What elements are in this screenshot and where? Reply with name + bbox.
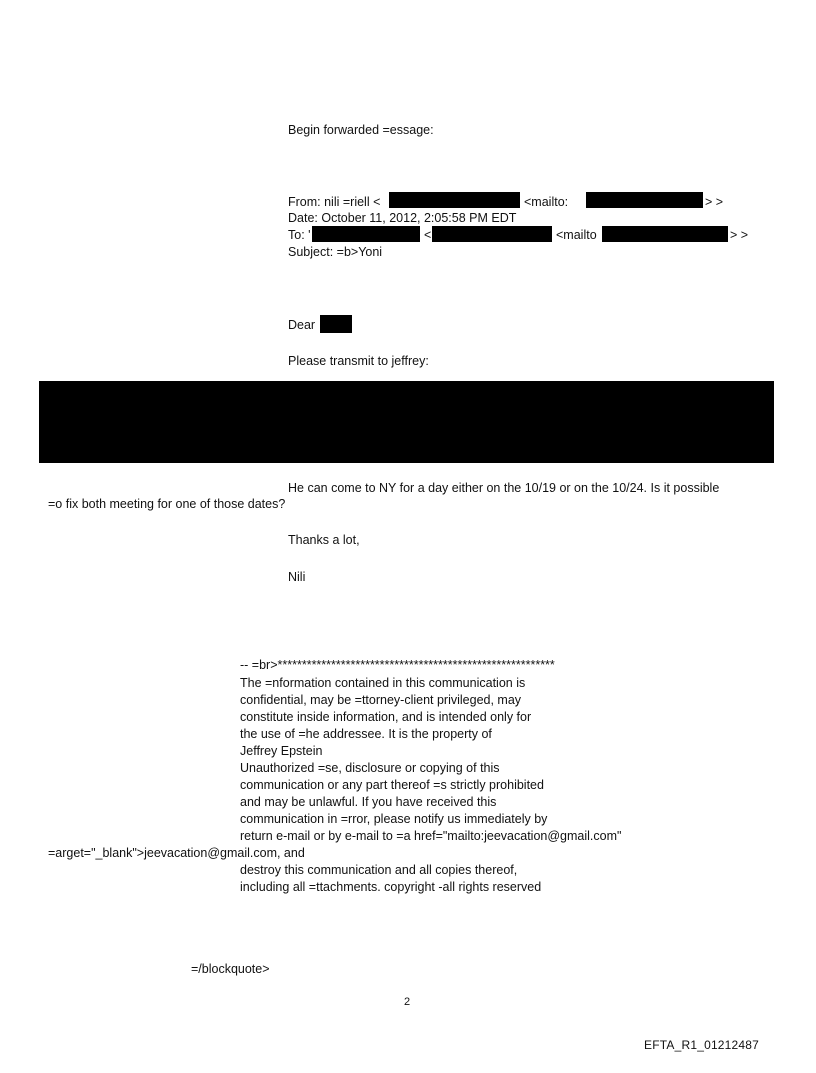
redaction-greeting-name: [320, 315, 352, 333]
disclaimer-line: communication in =rror, please notify us immediately by: [240, 812, 548, 826]
from-line-suffix: > >: [705, 195, 724, 209]
subject-line: Subject: =b>Yoni: [288, 245, 383, 259]
date-line: Date: October 11, 2012, 2:05:58 PM EDT: [288, 211, 517, 225]
disclaimer-target-line: =arget="_blank">jeevacation@gmail.com, and: [48, 846, 305, 860]
disclaimer-line: including all =ttachments. copyright -all rights reserved: [240, 880, 542, 894]
from-line-prefix: From: nili =riell <: [288, 195, 381, 209]
redaction-to-name: [312, 226, 420, 242]
redaction-from-email: [389, 192, 520, 208]
signature-name: Nili: [288, 570, 306, 584]
redaction-to-email: [432, 226, 552, 242]
disclaimer-line: and may be unlawful. If you have received this: [240, 795, 497, 809]
redaction-message-block: [39, 381, 774, 463]
blockquote-close: =/blockquote>: [191, 962, 270, 976]
disclaimer-line: communication or any part thereof =s strictly prohibited: [240, 778, 544, 792]
disclaimer-separator: -- =br>*********************************************************: [240, 658, 555, 672]
disclaimer-line: The =nformation contained in this communication is: [240, 676, 526, 690]
disclaimer-line: Unauthorized =se, disclosure or copying of this: [240, 761, 500, 775]
disclaimer-line: constitute inside information, and is intended only for: [240, 710, 532, 724]
message-line-1: He can come to NY for a day either on the 10/19 or on the 10/24. Is it possible: [288, 481, 720, 495]
closing-line: Thanks a lot,: [288, 533, 360, 547]
page-number: 2: [404, 996, 411, 1008]
forwarded-message-header: Begin forwarded =essage:: [288, 123, 434, 137]
redaction-from-mailto: [586, 192, 703, 208]
document-id: EFTA_R1_01212487: [644, 1038, 760, 1052]
disclaimer-line: the use of =he addressee. It is the property of: [240, 727, 492, 741]
to-line-lt: <: [424, 228, 432, 242]
to-line-suffix: > >: [730, 228, 749, 242]
disclaimer-line: return e-mail or by e-mail to =a href="mailto:jeevacation@gmail.com": [240, 829, 622, 843]
from-line-mailto: <mailto:: [524, 195, 569, 209]
redaction-to-mailto: [602, 226, 728, 242]
message-line-2: =o fix both meeting for one of those dates?: [48, 497, 286, 511]
disclaimer-line: destroy this communication and all copies thereof,: [240, 863, 518, 877]
to-line-mailto: <mailto: [556, 228, 597, 242]
to-line-prefix: To: ': [288, 228, 311, 242]
instruction-line: Please transmit to jeffrey:: [288, 354, 429, 368]
greeting: Dear: [288, 318, 316, 332]
disclaimer-line: confidential, may be =ttorney-client privileged, may: [240, 693, 522, 707]
disclaimer-line: Jeffrey Epstein: [240, 744, 323, 758]
